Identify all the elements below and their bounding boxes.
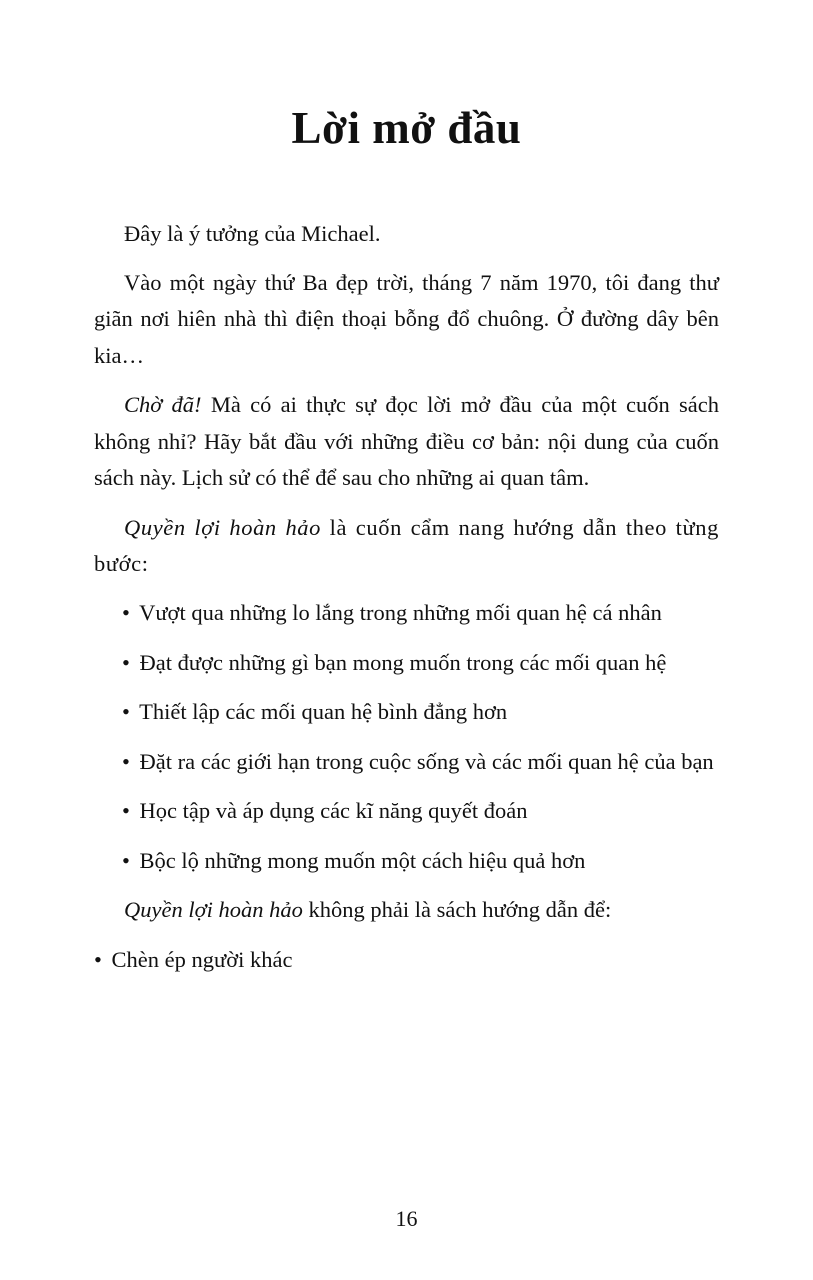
paragraph-wait-rest: Mà có ai thực sự đọc lời mở đầu của một cuốn sách không nhỉ? Hãy bắt đầu với những điều cơ bản: nội dung của cuốn sách này. Lịch sử có thể để sau cho những ai quan tâm. bbox=[94, 392, 719, 491]
book-title-italic: Quyền lợi hoàn hảo bbox=[124, 897, 303, 923]
bullet-icon: • bbox=[122, 748, 134, 774]
list-item-label: Đạt được những gì bạn mong muốn trong các mối quan hệ bbox=[139, 649, 667, 675]
list-item-label: Chèn ép người khác bbox=[111, 946, 293, 972]
paragraph-intro: Đây là ý tưởng của Michael. bbox=[124, 220, 381, 246]
page-content bbox=[94, 154, 719, 978]
list-item bbox=[94, 744, 719, 780]
list-item-label: Thiết lập các mối quan hệ bình đẳng hơn bbox=[139, 699, 508, 725]
list-item-label: Học tập và áp dụng các kĩ năng quyết đoán bbox=[139, 798, 528, 824]
paragraph-closing bbox=[94, 892, 719, 928]
book-title-italic: Quyền lợi hoàn hảo bbox=[124, 514, 321, 540]
bullet-icon: • bbox=[122, 600, 134, 626]
list-item bbox=[94, 942, 719, 978]
paragraph-closing-rest: không phải là sách hướng dẫn để: bbox=[302, 897, 612, 923]
paragraph-wait bbox=[94, 387, 719, 496]
list-item-label: Bộc lộ những mong muốn một cách hiệu quả hơn bbox=[139, 847, 586, 873]
bullet-icon: • bbox=[94, 946, 106, 972]
list-item bbox=[94, 843, 719, 879]
list-item bbox=[94, 595, 719, 631]
list-item bbox=[94, 694, 719, 730]
bullet-icon: • bbox=[122, 649, 134, 675]
bullet-icon: • bbox=[122, 699, 134, 725]
bullet-icon: • bbox=[122, 847, 134, 873]
list-item bbox=[94, 793, 719, 829]
page-title: Lời mở đầu bbox=[291, 103, 522, 153]
list-item-label: Đặt ra các giới hạn trong cuộc sống và các mối quan hệ của bạn bbox=[139, 748, 714, 774]
paragraph-booktitle-rest: là cuốn cẩm nang hướng dẫn theo từng bước: bbox=[94, 514, 719, 576]
paragraph-booktitle bbox=[94, 510, 719, 583]
page-number: 16 bbox=[395, 1206, 418, 1231]
paragraph-story: Vào một ngày thứ Ba đẹp trời, tháng 7 năm 1970, tôi đang thư giãn nơi hiên nhà thì điện thoại bỗng đổ chuông. Ở đường dây bên kia… bbox=[94, 269, 719, 368]
bullet-icon: • bbox=[122, 798, 134, 824]
paragraph-wait-lead: Chờ đã! bbox=[124, 392, 202, 418]
list-item-label: Vượt qua những lo lắng trong những mối quan hệ cá nhân bbox=[139, 600, 662, 626]
list-item bbox=[94, 645, 719, 681]
